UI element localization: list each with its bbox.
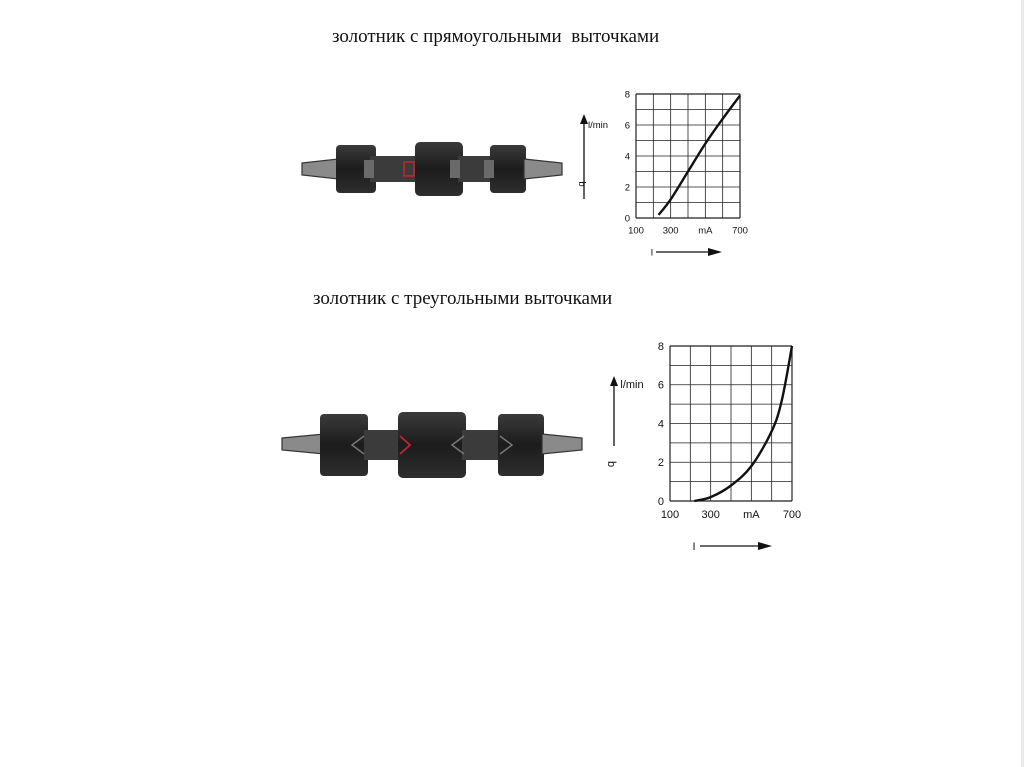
y-axis-arrowhead: [610, 376, 618, 386]
y-tick-label: 4: [624, 151, 630, 163]
y-tick-label: 0: [657, 495, 664, 508]
x-tick-label: 100: [660, 509, 680, 521]
x-axis-label: I: [650, 247, 654, 259]
x-tick-label: mA: [698, 225, 713, 237]
spool-rectangular-illustration: [300, 138, 565, 200]
heading-rectangular-grooves: золотник с прямоугольными выточками: [332, 26, 660, 47]
y-tick-label: 2: [624, 182, 630, 194]
y-tick-label: 6: [657, 379, 664, 392]
heading-triangular-grooves: золотник с треугольными выточками: [313, 288, 613, 309]
y-tick-label: 8: [657, 340, 664, 353]
x-tick-label: 700: [732, 225, 748, 237]
flow-current-chart-rectangular: [570, 84, 760, 264]
y-tick-label: 2: [657, 457, 664, 470]
x-axis-label: I: [692, 540, 696, 553]
x-tick-label: 300: [662, 225, 679, 237]
x-axis-arrowhead: [708, 248, 722, 256]
y-tick-label: 0: [624, 213, 630, 225]
x-tick-label: 300: [701, 509, 720, 521]
spool-triangular-illustration: [280, 408, 585, 480]
y-tick-label: 8: [624, 89, 630, 101]
y-tick-label: 4: [657, 418, 664, 431]
y-unit-label: l/min: [620, 379, 644, 391]
x-axis-arrowhead: [758, 542, 772, 550]
x-tick-label: 700: [782, 509, 802, 521]
y-tick-label: 6: [624, 120, 630, 132]
x-tick-label: mA: [743, 509, 760, 521]
x-tick-label: 100: [628, 225, 644, 237]
y-axis-arrowhead: [580, 114, 588, 124]
flow-current-chart-triangular: [600, 336, 810, 558]
y-axis-label: q: [576, 181, 587, 187]
y-unit-label: l/min: [587, 120, 609, 131]
y-axis-label: q: [605, 460, 617, 468]
